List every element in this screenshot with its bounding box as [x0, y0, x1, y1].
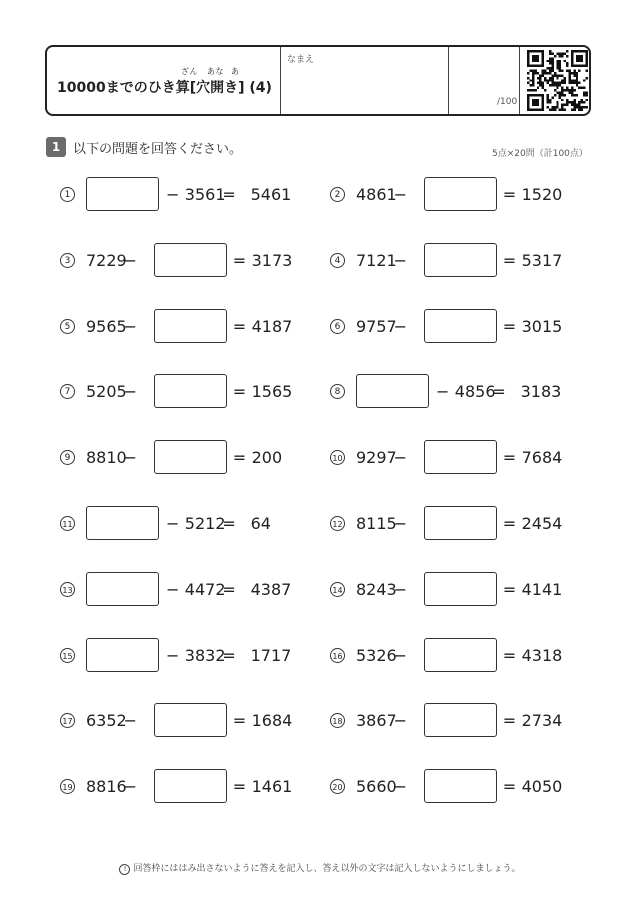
- problem-number: 11: [60, 516, 75, 531]
- problem-10: [330, 440, 590, 476]
- equals-sign: =: [232, 711, 247, 730]
- subtrahend: 4856: [454, 382, 496, 401]
- problem-3: [60, 243, 320, 279]
- minus-sign: −: [123, 777, 137, 796]
- problem-5: [60, 309, 320, 345]
- worksheet-title: 10000までのひき算[穴開き] (4): [57, 80, 272, 96]
- minuend: 9757: [356, 317, 397, 336]
- problem-1: [60, 177, 320, 213]
- problem-13: [60, 572, 320, 608]
- difference: 3173: [251, 251, 293, 270]
- equals-sign: =: [232, 317, 247, 336]
- qr-code-icon: [527, 50, 588, 111]
- footer-text: 回答枠にははみ出さないように答えを記入し、答え以外の文字は記入しないようにしましょう。: [133, 864, 521, 874]
- equals-sign: =: [232, 448, 247, 467]
- difference: 4387: [250, 580, 292, 599]
- equals-sign: =: [502, 185, 517, 204]
- problem-18: [330, 703, 590, 739]
- difference: 3015: [521, 317, 563, 336]
- footer-note: [0, 861, 640, 875]
- answer-box[interactable]: [424, 638, 497, 672]
- equals-sign: =: [492, 382, 506, 401]
- problem-number: 20: [330, 779, 345, 794]
- problem-number: 19: [60, 779, 75, 794]
- difference: 64: [250, 514, 271, 533]
- answer-box[interactable]: [424, 243, 497, 277]
- minuend: 8810: [86, 448, 127, 467]
- answer-box[interactable]: [154, 309, 227, 343]
- answer-box[interactable]: [86, 506, 159, 540]
- equals-sign: =: [222, 580, 236, 599]
- header-divider: [280, 47, 281, 114]
- worksheet-header: [45, 45, 591, 116]
- problem-14: [330, 572, 590, 608]
- problem-number: 7: [60, 384, 75, 399]
- info-icon: !: [119, 864, 130, 875]
- difference: 1684: [251, 711, 293, 730]
- minus-sign: −: [393, 448, 407, 467]
- problem-number: 16: [330, 648, 345, 663]
- subtrahend: 4472: [184, 580, 226, 599]
- minuend: 7229: [86, 251, 127, 270]
- header-divider: [519, 47, 520, 114]
- problem-7: [60, 374, 320, 410]
- answer-box[interactable]: [424, 177, 497, 211]
- equals-sign: =: [222, 185, 236, 204]
- minus-sign: −: [436, 382, 450, 401]
- equals-sign: =: [502, 580, 517, 599]
- equals-sign: =: [502, 448, 517, 467]
- problem-4: [330, 243, 590, 279]
- problem-11: [60, 506, 320, 542]
- answer-box[interactable]: [86, 638, 159, 672]
- minuend: 5205: [86, 382, 127, 401]
- equals-sign: =: [222, 646, 236, 665]
- answer-box[interactable]: [424, 506, 497, 540]
- equals-sign: =: [502, 711, 517, 730]
- difference: 1717: [250, 646, 292, 665]
- difference: 3183: [520, 382, 562, 401]
- minus-sign: −: [123, 382, 137, 401]
- ruby-ana: あな: [207, 67, 224, 76]
- problem-number: 4: [330, 253, 345, 268]
- minus-sign: −: [166, 580, 180, 599]
- minuend: 8115: [356, 514, 397, 533]
- minuend: 9565: [86, 317, 127, 336]
- answer-box[interactable]: [154, 374, 227, 408]
- minuend: 4861: [356, 185, 397, 204]
- subtrahend: 3832: [184, 646, 226, 665]
- problem-number: 13: [60, 582, 75, 597]
- name-label: なまえ: [287, 55, 315, 65]
- difference: 200: [251, 448, 283, 467]
- difference: 2454: [521, 514, 563, 533]
- problem-19: [60, 769, 320, 805]
- equals-sign: =: [222, 514, 236, 533]
- ruby-zan: ざん: [181, 67, 198, 76]
- minus-sign: −: [393, 711, 407, 730]
- minus-sign: −: [393, 580, 407, 599]
- problem-number: 6: [330, 319, 345, 334]
- problem-2: [330, 177, 590, 213]
- problem-17: [60, 703, 320, 739]
- minuend: 7121: [356, 251, 397, 270]
- answer-box[interactable]: [154, 769, 227, 803]
- minuend: 6352: [86, 711, 127, 730]
- minuend: 3867: [356, 711, 397, 730]
- answer-box[interactable]: [154, 440, 227, 474]
- score-label: /100: [497, 97, 518, 107]
- problem-8: [330, 374, 590, 410]
- equals-sign: =: [502, 317, 517, 336]
- problem-12: [330, 506, 590, 542]
- equals-sign: =: [232, 777, 247, 796]
- difference: 1461: [251, 777, 293, 796]
- difference: 1565: [251, 382, 293, 401]
- equals-sign: =: [232, 251, 247, 270]
- problem-number: 1: [60, 187, 75, 202]
- problem-number: 15: [60, 648, 75, 663]
- equals-sign: =: [502, 251, 517, 270]
- minus-sign: −: [123, 711, 137, 730]
- ruby-a: あ: [231, 67, 240, 76]
- answer-box[interactable]: [424, 703, 497, 737]
- minus-sign: −: [123, 251, 137, 270]
- problem-16: [330, 638, 590, 674]
- minuend: 5326: [356, 646, 397, 665]
- difference: 2734: [521, 711, 563, 730]
- minus-sign: −: [393, 514, 407, 533]
- difference: 4050: [521, 777, 563, 796]
- problem-number: 17: [60, 713, 75, 728]
- minus-sign: −: [393, 185, 407, 204]
- header-divider: [448, 47, 449, 114]
- difference: 5317: [521, 251, 563, 270]
- problem-9: [60, 440, 320, 476]
- difference: 4318: [521, 646, 563, 665]
- answer-box[interactable]: [86, 572, 159, 606]
- minus-sign: −: [166, 514, 180, 533]
- equals-sign: =: [502, 777, 517, 796]
- difference: 5461: [250, 185, 292, 204]
- title-cell: [57, 47, 279, 114]
- section-instruction: 以下の問題を回答ください。: [73, 142, 243, 157]
- minus-sign: −: [166, 185, 180, 204]
- answer-box[interactable]: [424, 769, 497, 803]
- answer-box[interactable]: [86, 177, 159, 211]
- equals-sign: =: [502, 646, 517, 665]
- minus-sign: −: [393, 777, 407, 796]
- subtrahend: 3561: [184, 185, 226, 204]
- problem-6: [330, 309, 590, 345]
- minuend: 8243: [356, 580, 397, 599]
- problem-number: 9: [60, 450, 75, 465]
- minus-sign: −: [166, 646, 180, 665]
- answer-box[interactable]: [154, 243, 227, 277]
- minuend: 8816: [86, 777, 127, 796]
- minus-sign: −: [393, 646, 407, 665]
- equals-sign: =: [502, 514, 517, 533]
- problem-number: 14: [330, 582, 345, 597]
- minus-sign: −: [393, 251, 407, 270]
- problem-number: 5: [60, 319, 75, 334]
- problem-number: 12: [330, 516, 345, 531]
- answer-box[interactable]: [154, 703, 227, 737]
- section-number-badge: 1: [46, 137, 66, 157]
- problem-number: 18: [330, 713, 345, 728]
- problem-20: [330, 769, 590, 805]
- difference: 1520: [521, 185, 563, 204]
- problem-number: 8: [330, 384, 345, 399]
- answer-box[interactable]: [424, 572, 497, 606]
- minuend: 9297: [356, 448, 397, 467]
- minus-sign: −: [393, 317, 407, 336]
- problem-number: 2: [330, 187, 345, 202]
- problem-number: 10: [330, 450, 345, 465]
- points-note: 5点×20問（計100点）: [492, 149, 588, 159]
- difference: 7684: [521, 448, 563, 467]
- difference: 4141: [521, 580, 563, 599]
- problem-number: 3: [60, 253, 75, 268]
- subtrahend: 5212: [184, 514, 226, 533]
- answer-box[interactable]: [424, 440, 497, 474]
- equals-sign: =: [232, 382, 247, 401]
- problem-15: [60, 638, 320, 674]
- minus-sign: −: [123, 317, 137, 336]
- difference: 4187: [251, 317, 293, 336]
- answer-box[interactable]: [356, 374, 429, 408]
- answer-box[interactable]: [424, 309, 497, 343]
- minuend: 5660: [356, 777, 397, 796]
- minus-sign: −: [123, 448, 137, 467]
